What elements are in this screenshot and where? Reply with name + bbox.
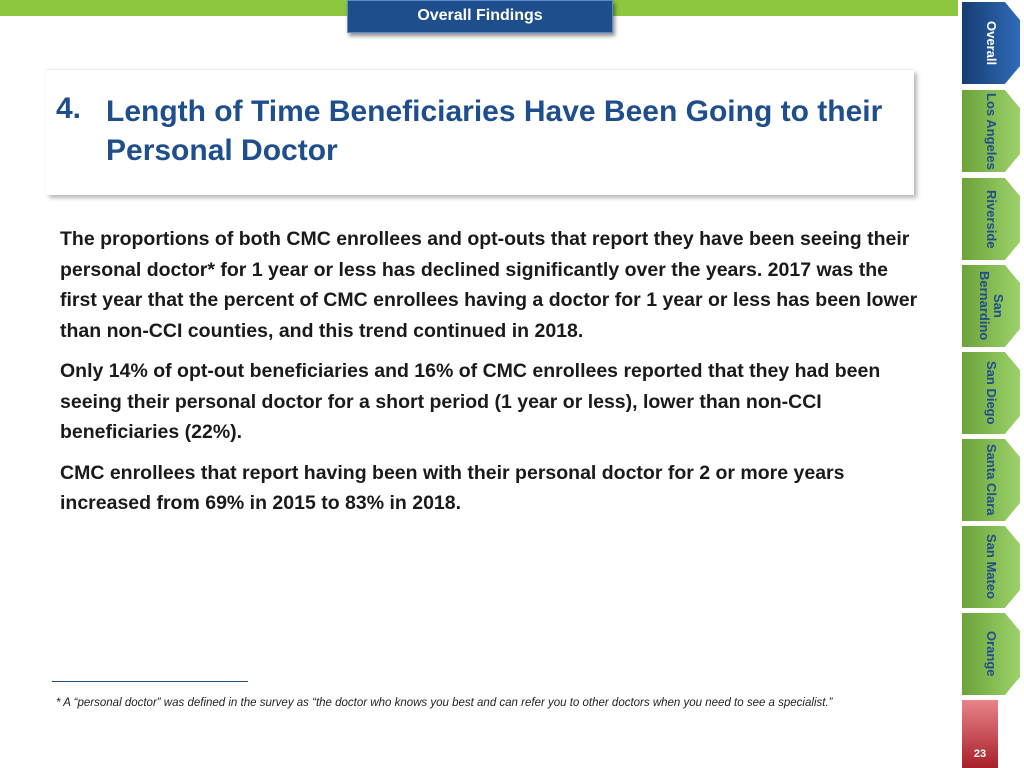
- nav-tab-label: Los Angeles: [984, 92, 999, 170]
- section-header-label: Overall Findings: [417, 6, 543, 24]
- section-header-tab: [347, 0, 613, 33]
- paragraph: The proportions of both CMC enrollees and opt-outs that report they have been seeing their personal doctor* for 1 year or less has declined significantly over the years. 2017 was the first year that the percent of CMC enrollees having a doctor for 1 year or less has been lower than non-CCI counties, and this trend continued in 2018.: [60, 228, 918, 342]
- footnote: * A “personal doctor” was defined in the survey as “the doctor who knows you best and can refer you to other doctors when you need to see a specialist.”: [56, 697, 833, 709]
- nav-tab-san-bernardino[interactable]: [958, 263, 1024, 349]
- nav-tab-label: San Diego: [984, 361, 999, 425]
- body-text: [60, 224, 920, 529]
- paragraph: Only 14% of opt-out beneficiaries and 16% of CMC enrollees reported that they had been seeing their personal doctor for a short period (1 year or less), lower than non-CCI beneficiaries (22%).: [60, 360, 881, 443]
- nav-tab-riverside[interactable]: [958, 176, 1024, 262]
- nav-tab-label: Orange: [984, 631, 999, 677]
- nav-tab-label: San Mateo: [984, 534, 999, 600]
- nav-tab-santa-clara[interactable]: [958, 437, 1024, 523]
- side-nav: [958, 0, 1024, 768]
- nav-tab-orange[interactable]: [958, 611, 1024, 697]
- page-title: Length of Time Beneficiaries Have Been Going to their Personal Doctor: [106, 95, 883, 167]
- nav-tab-label: San Bernardino: [977, 271, 1006, 341]
- nav-tab-los-angeles[interactable]: [958, 88, 1024, 174]
- paragraph: CMC enrollees that report having been with their personal doctor for 2 or more years increased from 69% in 2015 to 83% in 2018.: [60, 461, 845, 514]
- footnote-divider: [52, 681, 248, 682]
- title-box: [46, 70, 914, 195]
- nav-tab-overall[interactable]: [958, 0, 1024, 86]
- page-number-box: [962, 700, 998, 768]
- page-number: 23: [973, 748, 987, 760]
- title-number: 4.: [56, 92, 82, 125]
- nav-tab-san-mateo[interactable]: [958, 524, 1024, 610]
- nav-tab-label: Riverside: [984, 189, 999, 249]
- nav-tab-label: Santa Clara: [984, 444, 999, 516]
- nav-tab-label: Overall: [984, 20, 999, 66]
- nav-tab-san-diego[interactable]: [958, 350, 1024, 436]
